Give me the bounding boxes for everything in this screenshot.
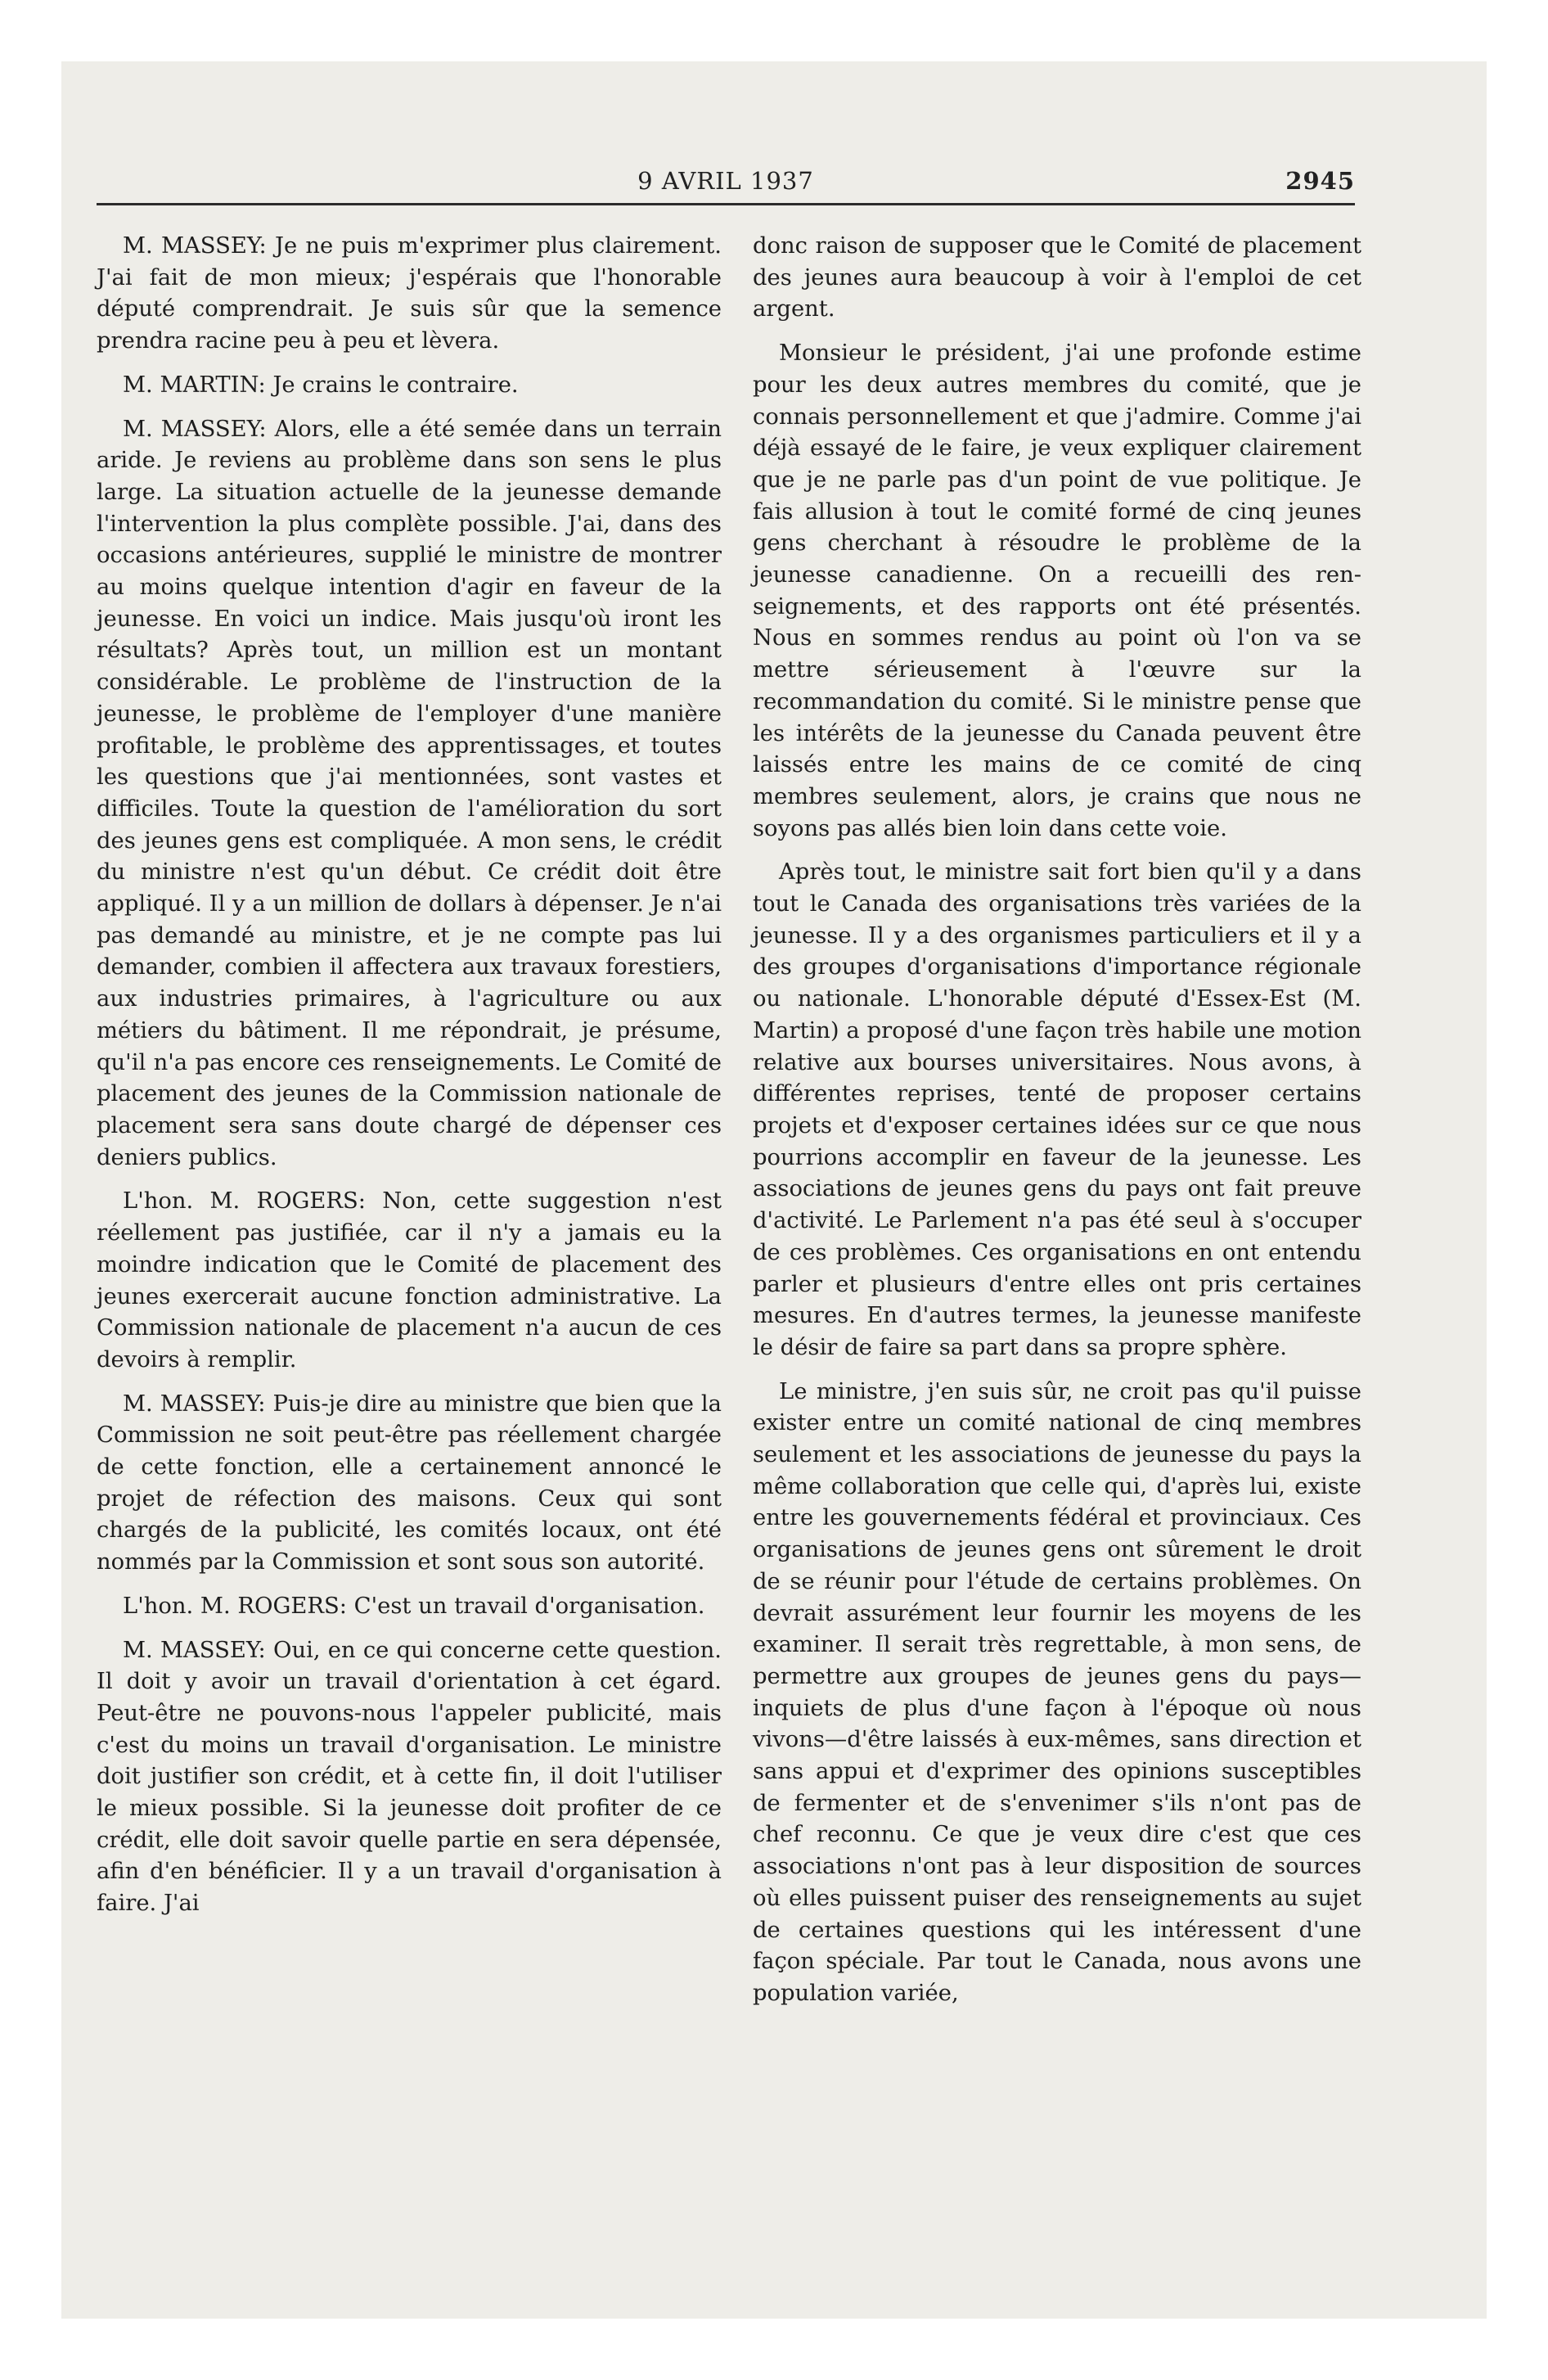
left-column <box>97 231 722 1932</box>
paragraph: M. MASSEY: Puis-je dire au ministre que bien que la Commission ne soit peut-être pas réellement chargée de cette fonction, elle a certainement annoncé le projet de réfection des maisons. Ceux qui sont chargés de la publicité, les comités locaux, ont été nommés par la Commission et sont sous son autorité. <box>97 1391 722 1575</box>
paragraph-continued: donc raison de supposer que le Comité de placement des jeunes aura beaucoup à voir à l'emploi de cet argent. <box>753 233 1361 322</box>
header-date: 9 AVRIL 1937 <box>637 167 814 195</box>
paragraph: L'hon. M. ROGERS: C'est un travail d'organisation. <box>123 1593 705 1619</box>
paragraph: L'hon. M. ROGERS: Non, cette suggestion n'est réellement pas justifiée, car il n'y a jamais eu la moindre indication que le Comité de placement des jeunes exercerait aucune fonction administrative. La Commission nationale de placement n'a aucun de ces devoirs à remplir. <box>97 1188 722 1373</box>
paragraph: M. MASSEY: Alors, elle a été semée dans un terrain aride. Je reviens au problème dans son sens le plus large. La situation actuelle de la jeunesse demande l'intervention la plus complète possible. J'ai, dans des occasions antérieures, supplié le ministre de montrer au moins quelque intention d'agir en faveur de la jeunesse. En voici un indice. Mais jusqu'où iront les résultats? Après tout, un million est un montant considérable. Le problème de l'instruction de la jeunesse, le problème de l'employer d'une manière profitable, le problème des apprentissages, et toutes les questions que j'ai mentionnées, sont vastes et difficiles. Toute la question de l'amélioration du sort des jeunes gens est compliquée. A mon sens, le crédit du ministre n'est qu'un début. Ce crédit doit être appliqué. Il y a un million de dollars à dépenser. Je n'ai pas demandé au ministre, et je ne compte pas lui demander, combien il affectera aux travaux forestiers, aux industries primaires, à l'agriculture ou aux métiers du bâtiment. Il me répondrait, je présume, qu'il n'a pas encore ces renseignements. Le Comité de placement des jeunes de la Commission nationale de placement sera sans doute chargé de dépenser ces deniers publics. <box>97 416 722 1170</box>
paragraph: M. MASSEY: Oui, en ce qui concerne cette question. Il doit y avoir un travail d'orientation à cet égard. Peut-être ne pouvons-nous l'appeler publicité, mais c'est du moins un travail d'organisation. Le ministre doit justifier son crédit, et à cette fin, il doit l'utiliser le mieux possible. Si la jeunesse doit profiter de ce crédit, elle doit savoir quelle partie en sera dépensée, afin d'en bénéficier. Il y a un travail d'organisation à faire. J'ai <box>97 1637 722 1917</box>
paragraph: M. MASSEY: Je ne puis m'exprimer plus clairement. J'ai fait de mon mieux; j'espérais que l'honorable député comprendrait. Je suis sûr que la semence prendra racine peu à peu et lèvera. <box>97 233 722 354</box>
paragraph: M. MARTIN: Je crains le contraire. <box>123 372 519 398</box>
paragraph: Le ministre, j'en suis sûr, ne croit pas qu'il puisse exister entre un comité national de cinq membres seulement et les associations de jeunesse du pays la même collaboration que celle qui, d'après lui, existe entre les gouvernements fédéral et provinciaux. Ces organisations de jeunes gens ont sûrement le droit de se réunir pour l'étude de certains problèmes. On devrait assurément leur fournir les moyens de les examiner. Il serait très regrettable, à mon sens, de permettre aux groupes de jeunes gens du pays—inquiets de plus d'une façon à l'époque où nous vivons—d'être laissés à eux-mêmes, sans direction et sans appui et d'exprimer des opinions susceptibles de fermenter et de s'envenimer s'ils n'ont pas de chef reconnu. Ce que je veux dire c'est que ces associations n'ont pas à leur disposition de sources où elles puissent puiser des renseignements au sujet de certaines questions qui les intéressent d'une façon spéciale. Par tout le Canada, nous avons une population variée, <box>753 1378 1361 2006</box>
right-column <box>753 231 1361 2022</box>
page-header <box>97 160 1355 205</box>
paragraph: Monsieur le président, j'ai une profonde estime pour les deux autres membres du comité, que je connais personnellement et que j'admire. Comme j'ai déjà essayé de le faire, je veux expliquer clairement que je ne parle pas d'un point de vue politique. Je fais allusion à tout le comité formé de cinq jeunes gens cherchant à résoudre le problème de la jeunesse canadienne. On a recueilli des renseignements, et des rapports ont été présentés. Nous en sommes rendus au point où l'on va se mettre sérieusement à l'œuvre sur la recommandation du comité. Si le ministre pense que les intérêts de la jeunesse du Canada peuvent être laissés entre les mains de ce comité de cinq membres seulement, alors, je crains que nous ne soyons pas allés bien loin dans cette voie. <box>753 340 1361 841</box>
page-number: 2945 <box>1285 167 1355 195</box>
paragraph: Après tout, le ministre sait fort bien qu'il y a dans tout le Canada des organisations très variées de la jeunesse. Il y a des organismes particuliers et il y a des groupes d'organisations d'importance régionale ou nationale. L'honorable député d'Essex-Est (M. Martin) a proposé d'une façon très habile une motion relative aux bourses universitaires. Nous avons, à différentes reprises, tenté de proposer certains projets et d'exposer certaines idées sur ce que nous pourrions accomplir en faveur de la jeunesse. Les associations de jeunes gens du pays ont fait preuve d'activité. Le Parlement n'a pas été seul à s'occuper de ces problèmes. Ces organisations en ont entendu parler et plusieurs d'entre elles ont pris certaines mesures. En d'autres termes, la jeunesse manifeste le désir de faire sa part dans sa propre sphère. <box>753 859 1361 1360</box>
